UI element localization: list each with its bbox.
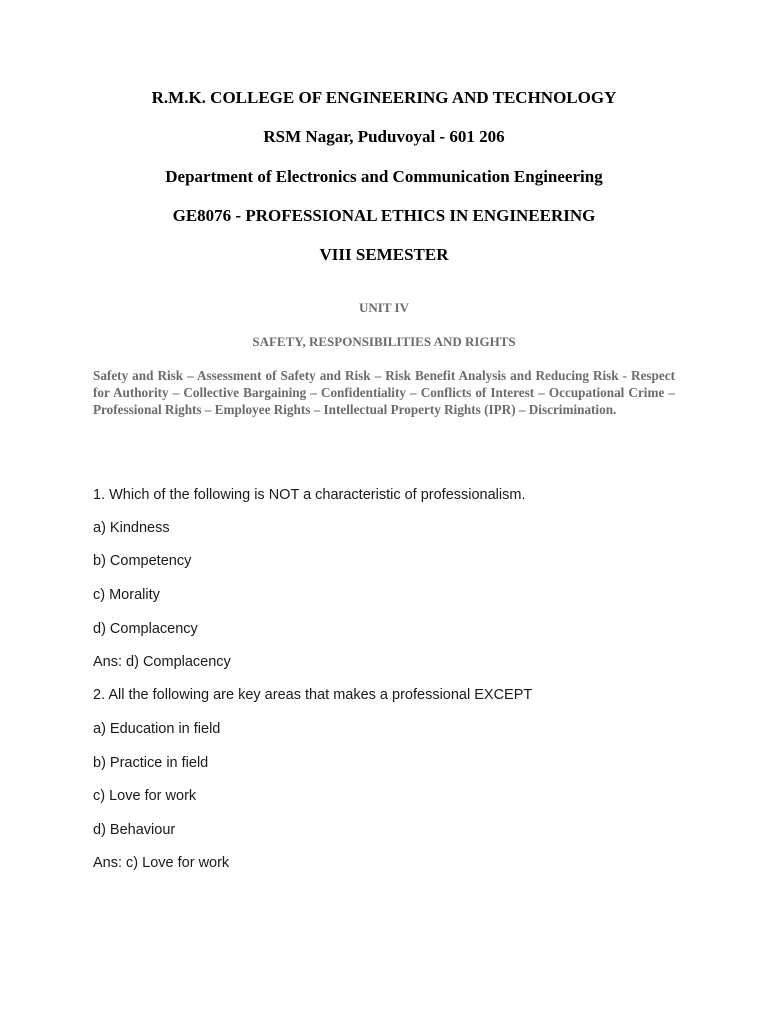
question-2-answer: Ans: c) Love for work	[93, 855, 230, 871]
course-title: GE8076 - PROFESSIONAL ETHICS IN ENGINEERING	[172, 206, 596, 225]
question-2-option-d: d) Behaviour	[93, 822, 176, 838]
question-1-option-d: d) Complacency	[93, 621, 198, 637]
question-2-text: 2. All the following are key areas that makes a professional EXCEPT	[93, 687, 533, 703]
unit-syllabus: Safety and Risk – Assessment of Safety and Risk – Risk Benefit Analysis and Reducing Risk - Respect for Authority – Collective Bargaining – Confidentiality – Conflicts of Interest – Occupational Crime – Professional Rights – Employee Rights – Intellectual Property Rights (IPR) – Discrimination.	[93, 368, 675, 417]
unit-title: SAFETY, RESPONSIBILITIES AND RIGHTS	[252, 334, 516, 349]
question-1-text: 1. Which of the following is NOT a characteristic of professionalism.	[93, 487, 526, 503]
department-name: Department of Electronics and Communication Engineering	[165, 167, 603, 186]
college-name: R.M.K. COLLEGE OF ENGINEERING AND TECHNOLOGY	[151, 88, 617, 107]
semester-label: VIII SEMESTER	[319, 245, 449, 264]
question-1-answer: Ans: d) Complacency	[93, 654, 231, 670]
unit-number: UNIT IV	[359, 300, 409, 315]
question-2-option-a: a) Education in field	[93, 721, 221, 737]
question-2-option-b: b) Practice in field	[93, 755, 209, 771]
question-1-option-a: a) Kindness	[93, 520, 170, 536]
question-1-option-c: c) Morality	[93, 587, 160, 603]
question-1-option-b: b) Competency	[93, 553, 192, 569]
college-address: RSM Nagar, Puduvoyal - 601 206	[263, 127, 505, 146]
question-2-option-c: c) Love for work	[93, 788, 197, 804]
